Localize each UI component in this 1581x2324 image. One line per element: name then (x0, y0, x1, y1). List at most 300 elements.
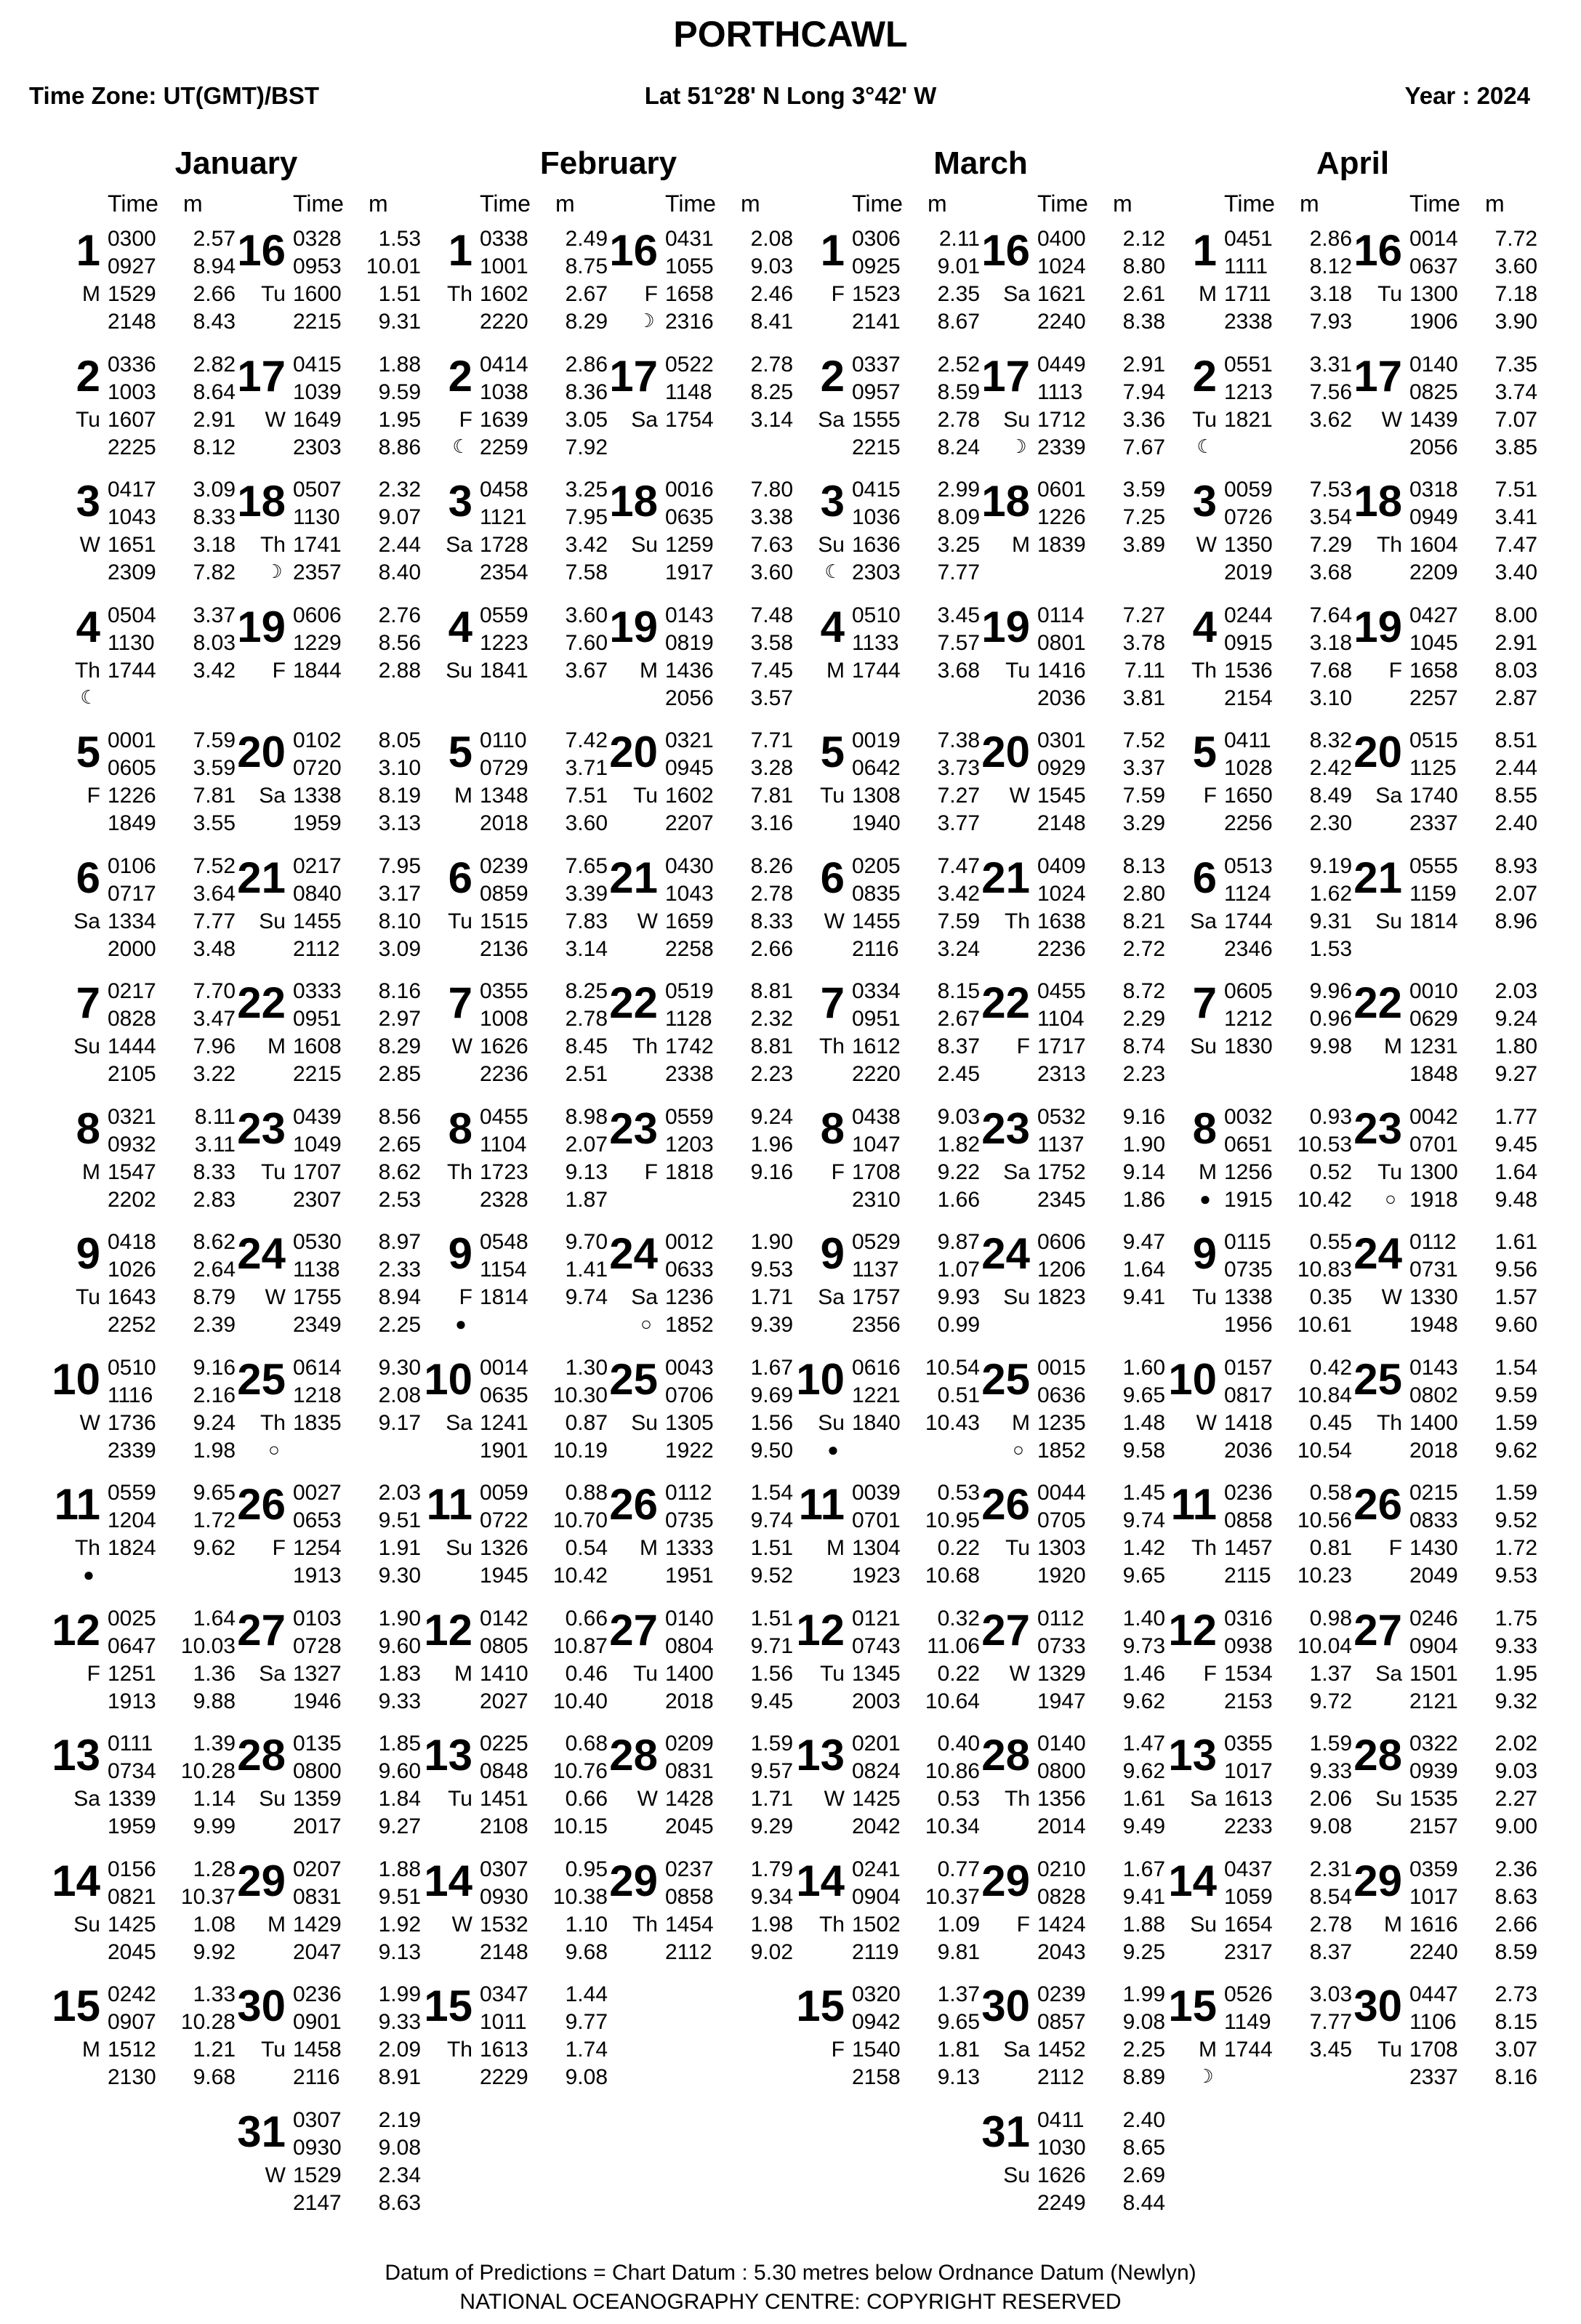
tide-time: 0411 (1037, 2107, 1085, 2132)
tide-entry (1036, 2036, 1167, 2064)
tide-time: 1849 (108, 811, 156, 835)
tide-time: 0415 (293, 352, 342, 377)
tide-entry (1408, 406, 1539, 434)
tide-time: 2136 (480, 936, 528, 961)
tide-entry (106, 1939, 237, 1966)
day-entry (51, 225, 236, 350)
tide-height: 1.98 (750, 1912, 793, 1937)
tide-entry (1036, 1688, 1167, 1716)
tide-time: 2158 (852, 2065, 901, 2089)
tide-entry (291, 1785, 422, 1813)
tide-height: 9.92 (193, 1939, 236, 1964)
full-moon-icon: ○ (1385, 1187, 1396, 1210)
tide-time: 1339 (108, 1787, 156, 1811)
tide-entry (850, 1410, 981, 1437)
tide-entry (1036, 1813, 1167, 1841)
weekday: F (1016, 1912, 1030, 1937)
tide-entry (478, 1437, 609, 1465)
tide-entry (1223, 2036, 1353, 2064)
weekday: Th (446, 2038, 472, 2062)
tide-height: 1.57 (1494, 1285, 1537, 1309)
tide-height: 9.62 (1494, 1438, 1537, 1463)
tide-time: 0400 (1037, 227, 1086, 251)
day-entry (795, 1103, 981, 1229)
tide-height: 3.60 (750, 560, 793, 584)
tide-time: 1608 (293, 1034, 342, 1058)
tide-time: 1940 (852, 811, 901, 835)
month-name: March (933, 145, 1028, 181)
tide-height: 0.98 (1309, 1606, 1352, 1631)
weekday: Th (818, 1034, 845, 1058)
day-number: 1 (76, 226, 100, 275)
tide-entry (1036, 1911, 1167, 1939)
weekday: Su (818, 1410, 845, 1435)
tide-time: 1348 (480, 784, 528, 808)
tide-entry (291, 1229, 422, 1256)
day-number: 17 (609, 351, 658, 401)
tide-entry (850, 880, 981, 908)
tide-height: 10.64 (925, 1689, 980, 1713)
weekday: M (267, 1034, 286, 1058)
tide-time: 1654 (1224, 1912, 1273, 1937)
tide-height: 0.96 (1309, 1007, 1352, 1031)
tide-time: 1707 (293, 1159, 342, 1184)
day-entry (981, 476, 1166, 601)
tide-height: 9.98 (1309, 1034, 1352, 1058)
tide-entry (478, 1507, 609, 1535)
tide-height: 9.59 (1494, 1383, 1537, 1407)
tide-height: 2.65 (378, 1132, 421, 1157)
tide-height: 1.90 (750, 1230, 793, 1254)
tide-entry (1036, 1229, 1167, 1256)
tide-entry (664, 727, 794, 755)
tide-entry (1036, 1883, 1167, 1911)
tide-entry (106, 1883, 237, 1911)
tide-entry (664, 559, 794, 587)
column-header (795, 190, 981, 220)
tide-entry (1036, 727, 1167, 755)
day-number: 5 (448, 728, 472, 776)
day-entry (51, 1229, 236, 1354)
weekday: M (82, 282, 100, 306)
tide-time: 1736 (108, 1410, 156, 1435)
tide-height: 2.72 (1122, 936, 1165, 961)
tide-entry (664, 504, 794, 531)
tide-time: 0848 (480, 1759, 528, 1783)
tide-time: 1455 (293, 909, 342, 933)
day-entry (795, 1229, 981, 1354)
last-quarter-moon-icon: ☾ (452, 435, 470, 457)
tide-time: 2112 (293, 936, 340, 961)
tide-entry (291, 253, 422, 281)
tide-entry (664, 1939, 794, 1966)
tide-entry (1408, 1229, 1539, 1256)
tide-time: 0237 (665, 1857, 714, 1881)
weekday: Sa (259, 1661, 286, 1686)
tide-time: 2236 (1037, 936, 1086, 961)
tide-height: 1.96 (750, 1132, 793, 1157)
tide-time: 2148 (108, 310, 156, 334)
tide-height: 0.22 (937, 1661, 980, 1686)
tide-height: 9.33 (1309, 1759, 1352, 1783)
weekday: Sa (631, 407, 658, 432)
tide-time: 2249 (1037, 2190, 1086, 2215)
tide-time: 1600 (293, 282, 342, 306)
weekday: Sa (1003, 2038, 1030, 2062)
tide-height: 7.60 (565, 630, 608, 655)
tide-time: 1049 (293, 1132, 342, 1157)
tide-entry (1408, 1284, 1539, 1311)
tide-time: 1055 (665, 254, 714, 278)
day-number: 9 (820, 1229, 845, 1278)
tide-height: 7.11 (1124, 658, 1165, 683)
tide-time: 1922 (665, 1438, 714, 1463)
tide-entry (664, 1103, 794, 1131)
tide-height: 10.54 (925, 1355, 980, 1380)
tide-entry (1223, 1813, 1353, 1841)
day-entry (1167, 1354, 1353, 1479)
tide-time: 1154 (480, 1258, 527, 1282)
tide-height: 7.35 (1494, 352, 1537, 377)
tide-height: 2.42 (1309, 756, 1352, 780)
tide-time: 2313 (1037, 1062, 1086, 1086)
weekday: W (451, 1034, 472, 1058)
tide-time: 1454 (665, 1912, 714, 1937)
tide-entry (1036, 1410, 1167, 1437)
tide-time: 0042 (1409, 1104, 1458, 1129)
tide-height: 1.88 (378, 352, 421, 377)
tide-height: 8.54 (1309, 1884, 1352, 1909)
tide-time: 1017 (1224, 1759, 1273, 1783)
tide-time: 2215 (293, 1062, 342, 1086)
tide-time: 1959 (108, 1814, 156, 1838)
tide-height: 9.62 (1122, 1759, 1165, 1783)
tide-time: 1650 (1224, 784, 1273, 808)
tide-time: 1742 (665, 1034, 714, 1058)
tide-time: 0932 (108, 1132, 156, 1157)
day-entry (236, 1229, 422, 1354)
tide-height: 10.54 (1297, 1438, 1352, 1463)
tide-time: 1515 (480, 909, 528, 933)
tide-height: 7.53 (1309, 478, 1352, 502)
weekday: Th (1004, 1787, 1030, 1811)
day-number: 30 (1353, 1982, 1402, 2030)
tide-time: 2056 (1409, 435, 1458, 459)
tide-time: 0001 (108, 728, 156, 752)
tide-time: 0112 (1037, 1606, 1085, 1631)
tide-height: 0.77 (937, 1857, 980, 1881)
tide-entry (291, 908, 422, 936)
tide-height: 8.15 (937, 979, 980, 1003)
tide-height: 8.56 (378, 1104, 421, 1129)
tide-entry (291, 1730, 422, 1758)
tide-entry (1223, 685, 1353, 712)
weekday: M (82, 1159, 100, 1184)
tide-height: 9.13 (378, 1939, 421, 1964)
tide-height: 3.57 (750, 685, 793, 710)
tide-height: 9.74 (565, 1285, 608, 1309)
tide-time: 0800 (1037, 1759, 1086, 1783)
tide-time: 0306 (852, 227, 901, 251)
tide-time: 0953 (293, 254, 342, 278)
tide-time: 2112 (665, 1939, 712, 1964)
tide-height: 2.19 (378, 2107, 421, 2132)
tide-time: 2233 (1224, 1814, 1273, 1838)
day-number: 4 (448, 602, 472, 651)
tide-entry (664, 1354, 794, 1382)
tide-time: 2108 (480, 1814, 528, 1838)
tide-height: 0.40 (937, 1732, 980, 1756)
tide-entry (1223, 1437, 1353, 1465)
tide-entry (291, 880, 422, 908)
tide-height: 2.27 (1494, 1787, 1537, 1811)
tide-entry (106, 281, 237, 308)
tide-entry (664, 1605, 794, 1633)
tide-entry (291, 434, 422, 462)
tide-entry (106, 1437, 237, 1465)
tide-height: 7.93 (1309, 310, 1352, 334)
tide-time: 0722 (480, 1508, 528, 1532)
tide-height: 2.30 (1309, 811, 1352, 835)
column-header (981, 190, 1166, 220)
tide-height: 1.72 (1494, 1536, 1537, 1560)
tide-entry (1223, 782, 1353, 810)
weekday: Su (73, 1034, 100, 1058)
tide-entry (1036, 782, 1167, 810)
tide-time: 0417 (108, 478, 156, 502)
day-entry (1167, 1981, 1353, 2106)
tide-entry (1036, 880, 1167, 908)
tide-height: 10.86 (925, 1759, 980, 1783)
day-entry (1353, 476, 1538, 601)
tide-time: 1956 (1224, 1313, 1273, 1337)
tide-height: 1.99 (378, 1982, 421, 2006)
tide-time: 0735 (665, 1508, 714, 1532)
tide-time: 1024 (1037, 881, 1086, 906)
day-entry (1353, 1730, 1538, 1855)
tide-entry (291, 1159, 422, 1186)
tide-height: 2.40 (1122, 2107, 1165, 2132)
tide-entry (1408, 1103, 1539, 1131)
day-entry (423, 1730, 608, 1855)
day-entry (1167, 1229, 1353, 1354)
tide-height: 7.67 (1122, 435, 1165, 459)
tide-height: 2.61 (1122, 282, 1165, 306)
tide-entry (106, 1633, 237, 1660)
tide-entry (106, 531, 237, 559)
tide-entry (850, 1660, 981, 1688)
tide-time: 2045 (108, 1939, 156, 1964)
weekday: Th (1376, 533, 1402, 557)
tide-height: 1.74 (565, 2038, 608, 2062)
tide-time: 1529 (108, 282, 156, 306)
tide-time: 0629 (1409, 1007, 1458, 1031)
tide-entry (291, 1311, 422, 1339)
day-entry (795, 1981, 981, 2106)
tide-entry (1036, 602, 1167, 630)
tide-time: 0945 (665, 756, 714, 780)
tide-time: 1744 (1224, 909, 1273, 933)
tide-time: 1455 (852, 909, 901, 933)
weekday: Sa (1003, 282, 1030, 306)
tide-entry (478, 657, 609, 685)
tide-entry (478, 379, 609, 406)
tide-entry (850, 1284, 981, 1311)
tide-height: 2.78 (750, 352, 793, 377)
tide-height: 3.37 (1122, 756, 1165, 780)
tide-entry (1223, 1005, 1353, 1033)
tide-time: 0949 (1409, 505, 1458, 529)
tide-time: 1036 (852, 505, 901, 529)
tide-time: 0735 (1224, 1258, 1273, 1282)
tide-time: 2339 (1037, 435, 1086, 459)
tide-time: 0636 (1037, 1383, 1086, 1407)
tide-time: 0904 (1409, 1633, 1458, 1658)
tide-time: 0930 (480, 1884, 528, 1909)
tide-entry (106, 1856, 237, 1883)
tide-entry (664, 476, 794, 504)
tide-entry (106, 1507, 237, 1535)
day-number: 6 (820, 853, 845, 902)
tide-time: 0157 (1224, 1355, 1273, 1380)
tide-height: 8.65 (1122, 2135, 1165, 2160)
tide-time: 1444 (108, 1034, 156, 1058)
tide-entry (291, 1354, 422, 1382)
tide-height: 3.62 (1309, 407, 1352, 432)
tide-time: 0831 (665, 1759, 714, 1783)
tide-height: 10.40 (552, 1689, 608, 1713)
tide-time: 2349 (293, 1313, 342, 1337)
weekday: Tu (448, 1787, 472, 1811)
tide-time: 0437 (1224, 1857, 1273, 1881)
tide-entry (291, 2190, 422, 2217)
tide-entry (850, 504, 981, 531)
tide-height: 8.63 (1494, 1884, 1537, 1909)
tide-entry (291, 531, 422, 559)
tide-time: 0114 (1037, 603, 1085, 627)
tide-entry (478, 978, 609, 1005)
tide-height: 7.38 (937, 728, 980, 752)
tide-height: 2.36 (1494, 1857, 1537, 1881)
tide-height: 9.25 (1122, 1939, 1165, 1964)
weekday: Tu (1377, 1159, 1402, 1184)
tide-entry (478, 1186, 609, 1214)
tide-time: 2049 (1409, 1564, 1458, 1588)
tide-entry (1408, 1939, 1539, 1966)
tide-height: 7.96 (193, 1034, 236, 1058)
tide-time: 0217 (293, 853, 342, 878)
tide-entry (478, 1605, 609, 1633)
tide-height: 3.25 (565, 478, 608, 502)
day-entry (236, 1103, 422, 1229)
tide-height: 2.99 (937, 478, 980, 502)
tide-height: 9.45 (750, 1689, 793, 1713)
tide-entry (106, 1159, 237, 1186)
tide-height: 1.30 (565, 1355, 608, 1380)
tide-height: 3.67 (565, 658, 608, 683)
tide-entry (106, 225, 237, 253)
tide-time: 0359 (1409, 1857, 1458, 1881)
tide-entry (850, 225, 981, 253)
tide-time: 0606 (1037, 1230, 1086, 1254)
tide-entry (850, 434, 981, 462)
tide-time: 1241 (480, 1410, 528, 1435)
day-number: 24 (981, 1229, 1030, 1278)
tide-height: 3.38 (750, 505, 793, 529)
tide-entry (1223, 1256, 1353, 1284)
tide-time: 0111 (108, 1732, 153, 1756)
tide-entry (1223, 810, 1353, 837)
tide-time: 2027 (480, 1689, 528, 1713)
day-entry (981, 225, 1166, 350)
tide-height: 3.64 (193, 881, 236, 906)
tide-height: 1.91 (378, 1536, 421, 1560)
weekday: Sa (1190, 909, 1217, 933)
day-entry (981, 1354, 1166, 1479)
tide-entry (1223, 1605, 1353, 1633)
tide-time: 0548 (480, 1230, 528, 1254)
tide-entry (1036, 225, 1167, 253)
tide-entry (1223, 908, 1353, 936)
tide-height: 2.06 (1309, 1787, 1352, 1811)
tide-time: 1951 (665, 1564, 714, 1588)
tide-height: 3.45 (1309, 2038, 1352, 2062)
tide-time: 0859 (480, 881, 528, 906)
tide-height: 3.25 (937, 533, 980, 557)
tide-time: 0201 (852, 1732, 901, 1756)
tide-height: 9.74 (1122, 1508, 1165, 1532)
tide-time: 0106 (108, 853, 156, 878)
day-number: 27 (609, 1605, 658, 1654)
day-number: 18 (609, 477, 658, 526)
tide-time: 1338 (293, 784, 342, 808)
tide-entry (1223, 1562, 1353, 1590)
tide-height: 9.53 (750, 1258, 793, 1282)
tide-time: 2225 (108, 435, 156, 459)
tide-entry (664, 1033, 794, 1061)
tide-entry (1408, 978, 1539, 1005)
tide-time: 0449 (1037, 352, 1086, 377)
tide-height: 2.39 (193, 1313, 236, 1337)
day-entry (1167, 602, 1353, 727)
tide-height: 10.87 (552, 1633, 608, 1658)
weekday: Sa (73, 1787, 100, 1811)
tide-entry (1223, 308, 1353, 336)
weekday: Tu (820, 784, 845, 808)
day-number: 19 (981, 602, 1030, 651)
tide-height: 8.15 (1494, 2010, 1537, 2034)
tide-time: 0103 (293, 1606, 342, 1631)
tide-time: 1026 (108, 1258, 156, 1282)
tide-height: 7.71 (750, 728, 793, 752)
tide-time: 0743 (852, 1633, 901, 1658)
tide-time: 0804 (665, 1633, 714, 1658)
tide-height: 3.42 (193, 658, 236, 683)
tide-entry (850, 308, 981, 336)
tide-height: 0.54 (565, 1536, 608, 1560)
tide-time: 2112 (1037, 2065, 1085, 2089)
tide-time: 0414 (480, 352, 528, 377)
tide-time: 2018 (1409, 1438, 1458, 1463)
tide-height: 1.33 (193, 1982, 236, 2006)
weekday: W (1196, 1410, 1217, 1435)
weekday: Th (1191, 1536, 1217, 1560)
day-entry (1167, 1856, 1353, 1981)
day-number: 7 (820, 978, 845, 1027)
tide-entry (291, 1131, 422, 1159)
tide-time: 2236 (480, 1062, 528, 1086)
weekday: M (1199, 282, 1217, 306)
